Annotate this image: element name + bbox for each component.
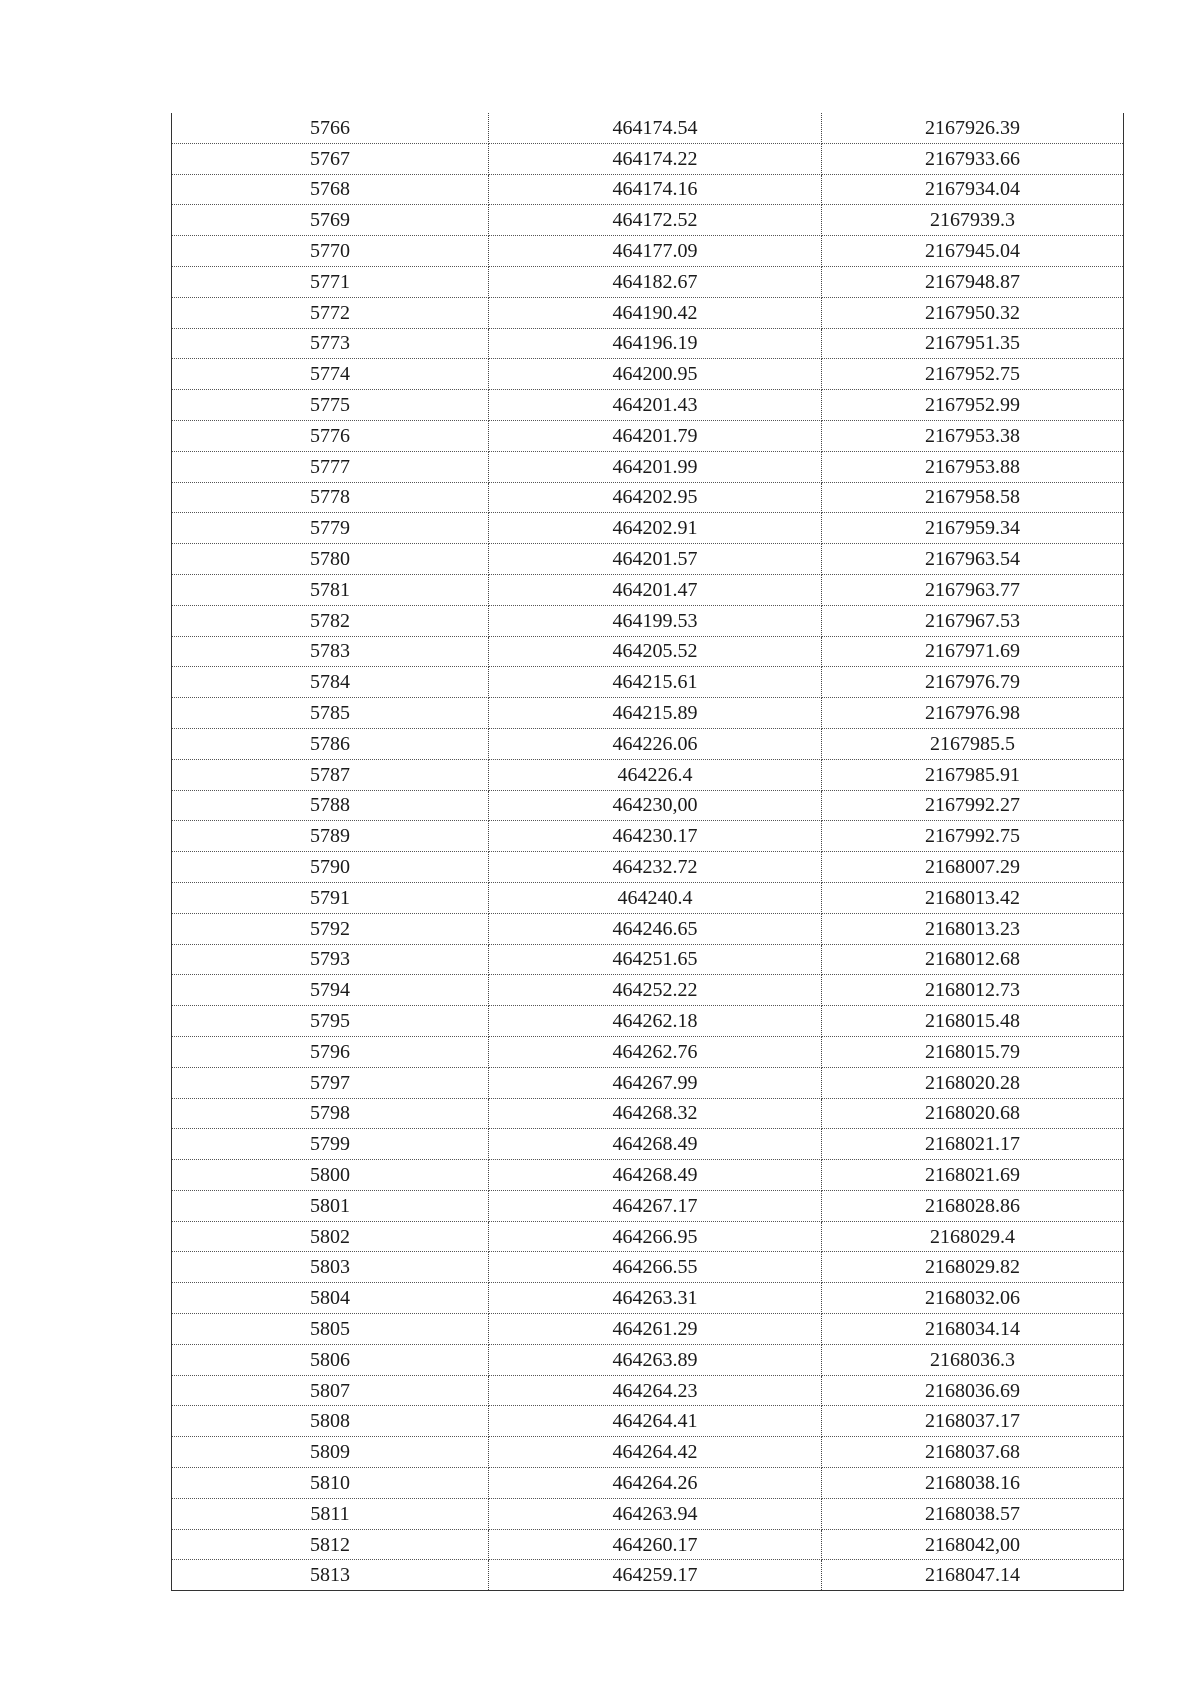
point-number-cell: 5775 [172, 390, 489, 421]
y-coordinate-cell: 2168021.69 [822, 1160, 1124, 1191]
point-number-cell: 5812 [172, 1529, 489, 1560]
table-row [172, 1283, 1124, 1314]
coordinates-table-body [172, 113, 1124, 1591]
table-row [172, 359, 1124, 390]
x-coordinate-cell: 464201.57 [489, 544, 822, 575]
x-coordinate-cell: 464246.65 [489, 913, 822, 944]
x-coordinate-cell: 464260.17 [489, 1529, 822, 1560]
x-coordinate-cell: 464264.41 [489, 1406, 822, 1437]
table-row [172, 143, 1124, 174]
x-coordinate-cell: 464190.42 [489, 297, 822, 328]
point-number-cell: 5795 [172, 1006, 489, 1037]
y-coordinate-cell: 2168047.14 [822, 1560, 1124, 1591]
x-coordinate-cell: 464266.55 [489, 1252, 822, 1283]
x-coordinate-cell: 464201.99 [489, 451, 822, 482]
table-row [172, 574, 1124, 605]
point-number-cell: 5800 [172, 1160, 489, 1191]
point-number-cell: 5788 [172, 790, 489, 821]
point-number-cell: 5774 [172, 359, 489, 390]
x-coordinate-cell: 464177.09 [489, 236, 822, 267]
y-coordinate-cell: 2168038.57 [822, 1498, 1124, 1529]
table-row [172, 1067, 1124, 1098]
table-row [172, 174, 1124, 205]
y-coordinate-cell: 2168028.86 [822, 1190, 1124, 1221]
point-number-cell: 5766 [172, 113, 489, 143]
point-number-cell: 5803 [172, 1252, 489, 1283]
x-coordinate-cell: 464201.79 [489, 420, 822, 451]
point-number-cell: 5784 [172, 667, 489, 698]
y-coordinate-cell: 2168021.17 [822, 1129, 1124, 1160]
y-coordinate-cell: 2167950.32 [822, 297, 1124, 328]
point-number-cell: 5777 [172, 451, 489, 482]
point-number-cell: 5779 [172, 513, 489, 544]
y-coordinate-cell: 2168029.4 [822, 1221, 1124, 1252]
table-row [172, 1006, 1124, 1037]
y-coordinate-cell: 2168036.69 [822, 1375, 1124, 1406]
table-row [172, 544, 1124, 575]
point-number-cell: 5811 [172, 1498, 489, 1529]
point-number-cell: 5808 [172, 1406, 489, 1437]
y-coordinate-cell: 2167992.27 [822, 790, 1124, 821]
table-row [172, 605, 1124, 636]
y-coordinate-cell: 2167952.75 [822, 359, 1124, 390]
x-coordinate-cell: 464215.61 [489, 667, 822, 698]
x-coordinate-cell: 464200.95 [489, 359, 822, 390]
y-coordinate-cell: 2168042,00 [822, 1529, 1124, 1560]
y-coordinate-cell: 2167958.58 [822, 482, 1124, 513]
table-row [172, 821, 1124, 852]
y-coordinate-cell: 2168020.68 [822, 1098, 1124, 1129]
y-coordinate-cell: 2167976.98 [822, 698, 1124, 729]
x-coordinate-cell: 464232.72 [489, 852, 822, 883]
y-coordinate-cell: 2167959.34 [822, 513, 1124, 544]
table-row [172, 1221, 1124, 1252]
x-coordinate-cell: 464252.22 [489, 975, 822, 1006]
y-coordinate-cell: 2167953.38 [822, 420, 1124, 451]
table-row [172, 1468, 1124, 1499]
y-coordinate-cell: 2168013.23 [822, 913, 1124, 944]
point-number-cell: 5791 [172, 882, 489, 913]
table-row [172, 1190, 1124, 1221]
x-coordinate-cell: 464267.17 [489, 1190, 822, 1221]
table-row [172, 1344, 1124, 1375]
point-number-cell: 5767 [172, 143, 489, 174]
point-number-cell: 5776 [172, 420, 489, 451]
point-number-cell: 5786 [172, 728, 489, 759]
table-row [172, 236, 1124, 267]
y-coordinate-cell: 2168034.14 [822, 1314, 1124, 1345]
point-number-cell: 5789 [172, 821, 489, 852]
table-row [172, 728, 1124, 759]
x-coordinate-cell: 464202.95 [489, 482, 822, 513]
x-coordinate-cell: 464261.29 [489, 1314, 822, 1345]
point-number-cell: 5807 [172, 1375, 489, 1406]
x-coordinate-cell: 464264.26 [489, 1468, 822, 1499]
table-row [172, 205, 1124, 236]
y-coordinate-cell: 2167967.53 [822, 605, 1124, 636]
y-coordinate-cell: 2167985.91 [822, 759, 1124, 790]
table-row [172, 1498, 1124, 1529]
x-coordinate-cell: 464174.22 [489, 143, 822, 174]
x-coordinate-cell: 464215.89 [489, 698, 822, 729]
y-coordinate-cell: 2168032.06 [822, 1283, 1124, 1314]
point-number-cell: 5785 [172, 698, 489, 729]
y-coordinate-cell: 2167953.88 [822, 451, 1124, 482]
table-row [172, 451, 1124, 482]
table-row [172, 698, 1124, 729]
y-coordinate-cell: 2167985.5 [822, 728, 1124, 759]
point-number-cell: 5798 [172, 1098, 489, 1129]
table-row [172, 390, 1124, 421]
y-coordinate-cell: 2167951.35 [822, 328, 1124, 359]
point-number-cell: 5778 [172, 482, 489, 513]
y-coordinate-cell: 2168015.79 [822, 1036, 1124, 1067]
table-row [172, 759, 1124, 790]
x-coordinate-cell: 464202.91 [489, 513, 822, 544]
x-coordinate-cell: 464201.47 [489, 574, 822, 605]
point-number-cell: 5796 [172, 1036, 489, 1067]
table-row [172, 1252, 1124, 1283]
point-number-cell: 5782 [172, 605, 489, 636]
table-row [172, 1406, 1124, 1437]
y-coordinate-cell: 2168036.3 [822, 1344, 1124, 1375]
point-number-cell: 5802 [172, 1221, 489, 1252]
y-coordinate-cell: 2167945.04 [822, 236, 1124, 267]
y-coordinate-cell: 2168015.48 [822, 1006, 1124, 1037]
x-coordinate-cell: 464226.4 [489, 759, 822, 790]
x-coordinate-cell: 464230.17 [489, 821, 822, 852]
table-row [172, 1098, 1124, 1129]
point-number-cell: 5790 [172, 852, 489, 883]
table-row [172, 975, 1124, 1006]
y-coordinate-cell: 2167939.3 [822, 205, 1124, 236]
x-coordinate-cell: 464199.53 [489, 605, 822, 636]
table-row [172, 297, 1124, 328]
point-number-cell: 5768 [172, 174, 489, 205]
table-row [172, 513, 1124, 544]
x-coordinate-cell: 464262.76 [489, 1036, 822, 1067]
y-coordinate-cell: 2168013.42 [822, 882, 1124, 913]
point-number-cell: 5780 [172, 544, 489, 575]
x-coordinate-cell: 464182.67 [489, 266, 822, 297]
table-row [172, 1160, 1124, 1191]
table-row [172, 944, 1124, 975]
point-number-cell: 5805 [172, 1314, 489, 1345]
table-row [172, 1036, 1124, 1067]
table-row [172, 1375, 1124, 1406]
y-coordinate-cell: 2167933.66 [822, 143, 1124, 174]
table-row [172, 1560, 1124, 1591]
x-coordinate-cell: 464172.52 [489, 205, 822, 236]
table-row [172, 113, 1124, 143]
y-coordinate-cell: 2167926.39 [822, 113, 1124, 143]
x-coordinate-cell: 464174.16 [489, 174, 822, 205]
y-coordinate-cell: 2168037.17 [822, 1406, 1124, 1437]
point-number-cell: 5769 [172, 205, 489, 236]
point-number-cell: 5771 [172, 266, 489, 297]
y-coordinate-cell: 2168012.73 [822, 975, 1124, 1006]
point-number-cell: 5783 [172, 636, 489, 667]
y-coordinate-cell: 2168020.28 [822, 1067, 1124, 1098]
y-coordinate-cell: 2167952.99 [822, 390, 1124, 421]
table-row [172, 1129, 1124, 1160]
y-coordinate-cell: 2168029.82 [822, 1252, 1124, 1283]
point-number-cell: 5793 [172, 944, 489, 975]
x-coordinate-cell: 464201.43 [489, 390, 822, 421]
table-row [172, 636, 1124, 667]
point-number-cell: 5792 [172, 913, 489, 944]
point-number-cell: 5797 [172, 1067, 489, 1098]
point-number-cell: 5799 [172, 1129, 489, 1160]
point-number-cell: 5794 [172, 975, 489, 1006]
point-number-cell: 5781 [172, 574, 489, 605]
x-coordinate-cell: 464263.89 [489, 1344, 822, 1375]
x-coordinate-cell: 464262.18 [489, 1006, 822, 1037]
x-coordinate-cell: 464268.32 [489, 1098, 822, 1129]
table-row [172, 882, 1124, 913]
table-row [172, 790, 1124, 821]
point-number-cell: 5810 [172, 1468, 489, 1499]
point-number-cell: 5772 [172, 297, 489, 328]
point-number-cell: 5770 [172, 236, 489, 267]
point-number-cell: 5801 [172, 1190, 489, 1221]
y-coordinate-cell: 2167948.87 [822, 266, 1124, 297]
x-coordinate-cell: 464174.54 [489, 113, 822, 143]
table-row [172, 482, 1124, 513]
table-row [172, 1437, 1124, 1468]
table-row [172, 852, 1124, 883]
y-coordinate-cell: 2167934.04 [822, 174, 1124, 205]
x-coordinate-cell: 464266.95 [489, 1221, 822, 1252]
point-number-cell: 5804 [172, 1283, 489, 1314]
point-number-cell: 5813 [172, 1560, 489, 1591]
x-coordinate-cell: 464259.17 [489, 1560, 822, 1591]
y-coordinate-cell: 2168038.16 [822, 1468, 1124, 1499]
y-coordinate-cell: 2167963.54 [822, 544, 1124, 575]
x-coordinate-cell: 464226.06 [489, 728, 822, 759]
coordinates-table [171, 113, 1124, 1591]
x-coordinate-cell: 464263.94 [489, 1498, 822, 1529]
point-number-cell: 5787 [172, 759, 489, 790]
y-coordinate-cell: 2168037.68 [822, 1437, 1124, 1468]
x-coordinate-cell: 464268.49 [489, 1160, 822, 1191]
table-row [172, 420, 1124, 451]
y-coordinate-cell: 2168007.29 [822, 852, 1124, 883]
table-row [172, 913, 1124, 944]
x-coordinate-cell: 464251.65 [489, 944, 822, 975]
table-row [172, 1529, 1124, 1560]
y-coordinate-cell: 2168012.68 [822, 944, 1124, 975]
y-coordinate-cell: 2167963.77 [822, 574, 1124, 605]
x-coordinate-cell: 464268.49 [489, 1129, 822, 1160]
table-row [172, 1314, 1124, 1345]
x-coordinate-cell: 464205.52 [489, 636, 822, 667]
table-row [172, 328, 1124, 359]
y-coordinate-cell: 2167992.75 [822, 821, 1124, 852]
x-coordinate-cell: 464264.42 [489, 1437, 822, 1468]
table-row [172, 667, 1124, 698]
y-coordinate-cell: 2167971.69 [822, 636, 1124, 667]
x-coordinate-cell: 464264.23 [489, 1375, 822, 1406]
point-number-cell: 5809 [172, 1437, 489, 1468]
point-number-cell: 5806 [172, 1344, 489, 1375]
point-number-cell: 5773 [172, 328, 489, 359]
x-coordinate-cell: 464230,00 [489, 790, 822, 821]
table-row [172, 266, 1124, 297]
x-coordinate-cell: 464267.99 [489, 1067, 822, 1098]
x-coordinate-cell: 464240.4 [489, 882, 822, 913]
y-coordinate-cell: 2167976.79 [822, 667, 1124, 698]
x-coordinate-cell: 464196.19 [489, 328, 822, 359]
x-coordinate-cell: 464263.31 [489, 1283, 822, 1314]
